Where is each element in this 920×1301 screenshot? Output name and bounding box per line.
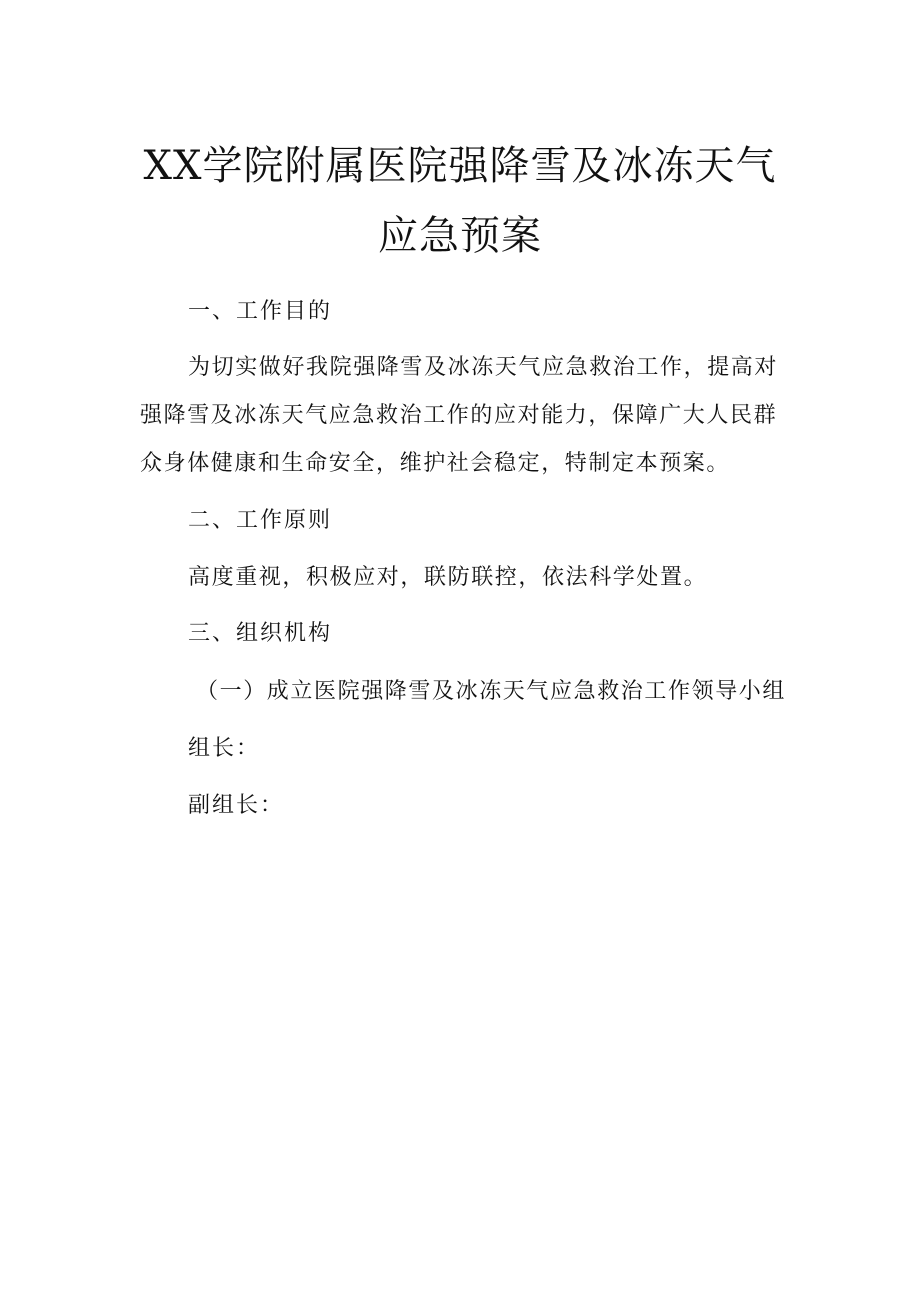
section3-heading: 三、组织机构	[188, 621, 333, 646]
document-title-line2: 应急预案	[378, 213, 542, 259]
section2-paragraph: 高度重视，积极应对，联防联控，依法科学处置。	[188, 565, 708, 590]
leader-label: 组长：	[188, 736, 261, 761]
section1-paragraph-line2: 强降雪及冰冻天气应急救治工作的应对能力，保障广大人民群	[140, 403, 778, 428]
deputy-leader-label: 副组长：	[188, 793, 285, 818]
section2-heading: 二、工作原则	[188, 508, 333, 533]
section3-subheading1: （一）成立医院强降雪及冰冻天气应急救治工作领导小组	[196, 679, 787, 704]
section1-heading: 一、工作目的	[188, 299, 333, 324]
section1-paragraph-line1: 为切实做好我院强降雪及冰冻天气应急救治工作，提高对	[188, 355, 779, 380]
document-title-line1: XX学院附属医院强降雪及冰冻天气	[143, 143, 777, 189]
section1-paragraph-line3: 众身体健康和生命安全，维护社会稳定，特制定本预案。	[140, 451, 731, 476]
